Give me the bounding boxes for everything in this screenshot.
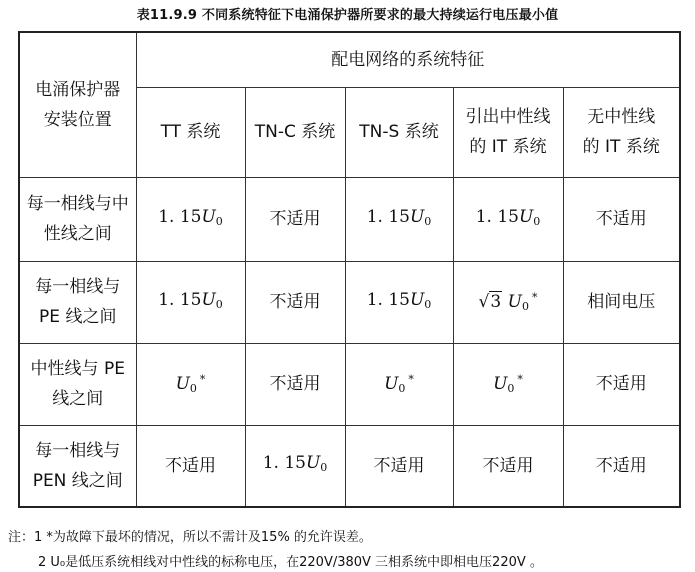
- footnote-star: *: [408, 372, 414, 386]
- voltage-value: [493, 374, 523, 394]
- table-row: [19, 425, 680, 507]
- voltage-symbol: U: [384, 373, 399, 394]
- table-cell: 不适用: [245, 343, 345, 425]
- table-cell: [345, 343, 453, 425]
- footnote-star: *: [531, 290, 538, 304]
- text-line: 电涌保护器: [35, 79, 121, 100]
- footnote-2: 2 U₀是低压系统相线对中性线的标称电压，在220V/380V 三相系统中即相电压220V 。: [38, 555, 543, 570]
- text-line: 线之间: [52, 389, 104, 409]
- row-label: [19, 343, 136, 425]
- table-cell: 不适用: [563, 425, 680, 507]
- text-line: 每一相线与: [35, 440, 121, 461]
- footnote-1: 注：1 *为故障下最坏的情况，所以不需计及15% 的允许误差。: [8, 530, 372, 545]
- column-header: [563, 87, 680, 177]
- voltage-subscript: 0: [424, 297, 432, 311]
- row-label: [19, 177, 136, 261]
- table-cell: 不适用: [245, 261, 345, 343]
- table-cell: [136, 177, 245, 261]
- voltage-value: [367, 290, 432, 310]
- corner-header: [19, 32, 136, 177]
- table-cell: 不适用: [345, 425, 453, 507]
- voltage-subscript: 0: [320, 461, 328, 475]
- voltage-value: [479, 292, 538, 312]
- voltage-symbol: U: [409, 206, 425, 227]
- row-label: [19, 425, 136, 507]
- voltage-value: [384, 374, 414, 394]
- voltage-subscript: 0: [424, 214, 432, 228]
- table-cell: [453, 261, 563, 343]
- table-row: [19, 343, 680, 425]
- text-line: TT 系统: [160, 122, 221, 142]
- text-line: 每一相线与: [35, 277, 121, 297]
- voltage-symbol: U: [201, 206, 216, 227]
- voltage-table: [18, 31, 681, 508]
- voltage-subscript: 0: [215, 297, 223, 311]
- table-cell: [136, 343, 245, 425]
- voltage-subscript: 0: [521, 299, 529, 313]
- sqrt-radicand: 3: [490, 291, 502, 312]
- coefficient: 1. 15: [262, 453, 306, 474]
- voltage-value: [176, 374, 206, 394]
- footnote-star: *: [199, 372, 206, 386]
- voltage-value: [158, 290, 223, 310]
- voltage-symbol: U: [305, 453, 321, 474]
- voltage-symbol: U: [507, 291, 522, 312]
- group-header: 配电网络的系统特征: [136, 32, 680, 87]
- table-cell: 不适用: [563, 177, 680, 261]
- voltage-symbol: U: [409, 289, 425, 310]
- table-cell: [136, 261, 245, 343]
- voltage-subscript: 0: [215, 214, 223, 228]
- table-cell: [245, 425, 345, 507]
- text-line: TN-C 系统: [254, 122, 336, 142]
- footnote-star: *: [517, 372, 523, 386]
- voltage-subscript: 0: [507, 381, 515, 395]
- coefficient: 1. 15: [158, 289, 202, 310]
- voltage-value: [367, 207, 432, 227]
- voltage-value: [476, 207, 541, 227]
- table-cell: [345, 261, 453, 343]
- column-header: [345, 87, 453, 177]
- voltage-subscript: 0: [398, 381, 406, 395]
- text-line: PEN 线之间: [32, 470, 123, 491]
- column-header: [453, 87, 563, 177]
- coefficient: 1. 15: [475, 206, 519, 227]
- voltage-subscript: 0: [533, 214, 541, 228]
- voltage-subscript: 0: [189, 381, 197, 395]
- text-line: 中性线与 PE: [30, 359, 125, 379]
- voltage-symbol: U: [175, 373, 190, 394]
- table-row: [19, 261, 680, 343]
- text-line: TN-S 系统: [359, 122, 439, 142]
- sqrt-symbol: √3: [478, 291, 502, 312]
- voltage-symbol: U: [518, 206, 534, 227]
- text-line: 无中性线: [587, 107, 656, 127]
- table-title: 表11.9.9 不同系统特征下电涌保护器所要求的最大持续运行电压最小值: [136, 8, 559, 23]
- table-cell: 不适用: [136, 425, 245, 507]
- text-line: 引出中性线: [465, 107, 551, 127]
- table-cell: 不适用: [245, 177, 345, 261]
- table-cell: 相间电压: [563, 261, 680, 343]
- column-header: [245, 87, 345, 177]
- text-line: PE 线之间: [39, 307, 117, 327]
- coefficient: 1. 15: [366, 206, 410, 227]
- coefficient: 1. 15: [366, 289, 410, 310]
- text-line: 每一相线与中: [26, 194, 129, 214]
- voltage-value: [263, 453, 328, 473]
- coefficient: 1. 15: [158, 206, 202, 227]
- table-cell: [345, 177, 453, 261]
- table-row: [19, 177, 680, 261]
- table-cell: 不适用: [563, 343, 680, 425]
- voltage-symbol: U: [493, 373, 508, 394]
- column-header: [136, 87, 245, 177]
- text-line: 的 IT 系统: [582, 137, 660, 157]
- voltage-value: [158, 207, 223, 227]
- text-line: 性线之间: [43, 224, 112, 244]
- row-label: [19, 261, 136, 343]
- table-cell: [453, 343, 563, 425]
- text-line: 的 IT 系统: [469, 137, 547, 157]
- table-cell: [453, 177, 563, 261]
- text-line: 安装位置: [43, 109, 112, 130]
- voltage-symbol: U: [201, 289, 216, 310]
- table-cell: 不适用: [453, 425, 563, 507]
